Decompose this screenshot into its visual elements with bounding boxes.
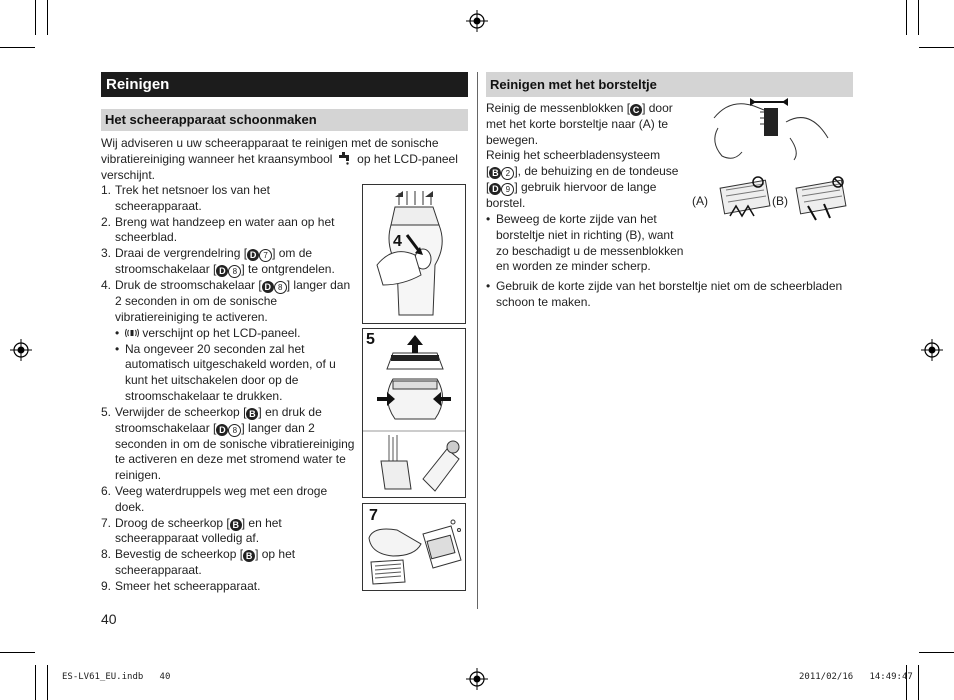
step-text: ] en druk de <box>258 404 322 419</box>
step-text: reinigen. <box>115 468 162 483</box>
bullet-dot: • <box>115 341 120 356</box>
intro-text: op het LCD-paneel <box>357 151 458 166</box>
step-bullet <box>115 326 366 342</box>
crop-mark <box>906 0 907 35</box>
crop-mark <box>35 665 36 700</box>
circled-number-icon: 8 <box>228 265 241 278</box>
crop-mark <box>919 652 954 653</box>
intro-paragraph <box>101 136 471 183</box>
step-text: Droog de scheerkop [ <box>115 515 230 530</box>
intro-line: verschijnt. <box>101 167 156 182</box>
bullet-text: schoon te maken. <box>496 294 591 309</box>
paragraph-line: borstel. <box>486 196 526 211</box>
step-number: 2. <box>101 214 112 229</box>
step-text: scheerblad. <box>115 230 178 245</box>
crop-mark <box>919 47 954 48</box>
brush-cleaning-illustration <box>690 98 860 238</box>
text: [ <box>486 180 490 195</box>
step-item <box>101 579 366 595</box>
registration-mark-icon <box>921 339 943 361</box>
step-item <box>101 246 366 278</box>
bullet-dot: • <box>486 279 491 293</box>
step-text: doek. <box>115 499 145 514</box>
symbol-d-icon: D <box>247 249 259 261</box>
symbol-b-icon: B <box>246 408 258 420</box>
step-item <box>101 516 366 548</box>
text: Reinig de messenblokken [ <box>486 101 631 115</box>
step-text: vibratiereiniging te activeren. <box>115 309 268 324</box>
bullet-item <box>486 279 856 311</box>
bullet-text: verschijnt op het LCD-paneel. <box>142 325 301 340</box>
direction-label-a: (A) <box>692 194 708 208</box>
symbol-d-icon: D <box>216 424 228 436</box>
figure-step-7 <box>362 503 466 591</box>
vibration-icon <box>125 328 139 338</box>
section-title: Reinigen <box>101 72 468 97</box>
footer-file: ES-LV61_EU.indb 40 <box>62 672 171 682</box>
step-text: te activeren en deze met stromend water te <box>115 452 346 467</box>
step-number: 9. <box>101 578 112 593</box>
paragraph-line: met het korte borsteltje naar (A) te <box>486 116 669 131</box>
paragraph-line: bewegen. <box>486 132 539 147</box>
text: [ <box>486 164 490 179</box>
step-number: 5. <box>101 404 112 419</box>
step-text: seconden in om de sonische vibratiereiniging <box>115 436 355 451</box>
circled-number-icon: 7 <box>259 249 272 262</box>
step-number: 7. <box>101 515 112 530</box>
intro-line: Wij adviseren u uw scheerapparaat te reinigen met de sonische <box>101 136 439 150</box>
shaver-unlock-illustration <box>363 185 465 323</box>
step-text: 2 seconden in om de sonische <box>115 294 278 309</box>
bullet-text: automatisch uitgeschakeld worden, of u <box>125 357 336 372</box>
bullet-text: zo beschadigt u de messenblokken <box>496 243 684 258</box>
step-item <box>101 183 366 215</box>
step-text: scheerapparaat volledig af. <box>115 531 260 546</box>
step-text: Veeg waterdruppels weg met een droge <box>115 483 328 498</box>
symbol-c-icon: C <box>630 104 642 116</box>
step-item <box>101 405 366 484</box>
bullet-text: stroomschakelaar te drukken. <box>125 388 283 403</box>
step-text: Bevestig de scheerkop [ <box>115 547 244 562</box>
step-text: ] langer dan 2 <box>241 420 315 435</box>
steps-list <box>101 183 366 595</box>
crop-mark <box>906 665 907 700</box>
paragraph-line <box>486 101 696 117</box>
symbol-b-icon: B <box>243 550 255 562</box>
registration-mark-icon <box>466 668 488 690</box>
paragraph-line: Reinig het scheerbladensysteem <box>486 148 661 163</box>
step-text: ] op het <box>255 547 296 562</box>
direction-label-b: (B) <box>772 194 788 208</box>
text: ] door <box>642 101 673 115</box>
symbol-d-icon: D <box>489 183 501 195</box>
figure-number: 4 <box>393 233 402 250</box>
crop-mark <box>47 665 48 700</box>
page-number: 40 <box>101 611 117 627</box>
subsection-title: Het scheerapparaat schoonmaken <box>101 109 468 131</box>
figure-number: 7 <box>369 507 378 524</box>
step-text: Druk de stroomschakelaar [ <box>115 278 262 293</box>
step-number: 1. <box>101 183 112 197</box>
circled-number-icon: 8 <box>228 424 241 437</box>
figure-step-4 <box>362 184 466 324</box>
brush-illustration <box>690 98 860 238</box>
crop-mark <box>0 47 35 48</box>
step-number: 8. <box>101 547 112 562</box>
step-text: Breng wat handzeep en water aan op het <box>115 214 335 229</box>
step-text: Smeer het scheerapparaat. <box>115 578 261 593</box>
circled-number-icon: 8 <box>274 281 287 294</box>
text: ], de behuizing en de tondeuse <box>514 164 679 179</box>
symbol-d-icon: D <box>262 281 274 293</box>
bullet-dot: • <box>486 211 491 226</box>
step-number: 6. <box>101 483 112 498</box>
symbol-b-icon: B <box>489 167 501 179</box>
crop-mark <box>0 652 35 653</box>
bullet-text: en worden ze minder scherp. <box>496 259 651 274</box>
paragraph-line <box>486 164 696 180</box>
intro-line <box>101 152 471 168</box>
registration-mark-icon <box>466 10 488 32</box>
step-text: Draai de vergrendelring [ <box>115 246 248 261</box>
bullet-dot: • <box>115 325 120 340</box>
circled-number-icon: 2 <box>501 167 514 180</box>
figure-step-5 <box>362 328 466 498</box>
step-item <box>101 278 366 405</box>
step-text: scheerapparaat. <box>115 562 202 577</box>
symbol-d-icon: D <box>216 265 228 277</box>
step-text: stroomschakelaar [ <box>115 420 217 435</box>
step-number: 4. <box>101 278 112 293</box>
bullet-text: borsteltje niet in richting (B), want <box>496 227 674 242</box>
circled-number-icon: 9 <box>501 183 514 196</box>
step-text: scheerapparaat. <box>115 198 202 213</box>
registration-mark-icon <box>10 339 32 361</box>
brush-cleaning-text <box>486 101 696 275</box>
figure-number: 5 <box>366 331 375 348</box>
crop-mark <box>35 0 36 35</box>
crop-mark <box>918 665 919 700</box>
bullet-text: Na ongeveer 20 seconden zal het <box>125 341 305 356</box>
paragraph-line <box>486 180 696 196</box>
symbol-b-icon: B <box>230 519 242 531</box>
bullet-text: Beweeg de korte zijde van het <box>496 211 657 226</box>
brush-warning <box>486 279 856 311</box>
column-divider <box>477 72 478 609</box>
step-text: Verwijder de scheerkop [ <box>115 404 247 419</box>
footer-timestamp: 2011/02/16 14:49:47 <box>799 672 913 682</box>
step-text: ] en het <box>241 515 282 530</box>
bullet-item <box>486 212 696 275</box>
subsection-title: Reinigen met het borsteltje <box>486 72 853 97</box>
step-text: ] om de <box>272 246 313 261</box>
crop-mark <box>918 0 919 35</box>
faucet-icon <box>338 152 352 165</box>
bullet-text: kunt het uitschakelen door op de <box>125 373 299 388</box>
shaver-head-removal-illustration <box>363 329 465 497</box>
step-bullet <box>115 342 366 405</box>
intro-text: vibratiereiniging wanneer het kraansymbool <box>101 151 333 166</box>
step-number: 3. <box>101 246 112 261</box>
bullet-text: Gebruik de korte zijde van het borsteltje niet om de scheerbladen <box>496 279 843 293</box>
step-item <box>101 215 366 247</box>
step-text: ] te ontgrendelen. <box>241 262 335 277</box>
step-text: Trek het netsnoer los van het <box>115 183 270 197</box>
crop-mark <box>47 0 48 35</box>
step-text: ] langer dan <box>286 278 351 293</box>
text: ] gebruik hiervoor de lange <box>514 180 657 195</box>
step-item <box>101 484 366 516</box>
step-item <box>101 547 366 579</box>
drying-shaver-illustration <box>363 504 465 590</box>
step-text: stroomschakelaar [ <box>115 262 217 277</box>
